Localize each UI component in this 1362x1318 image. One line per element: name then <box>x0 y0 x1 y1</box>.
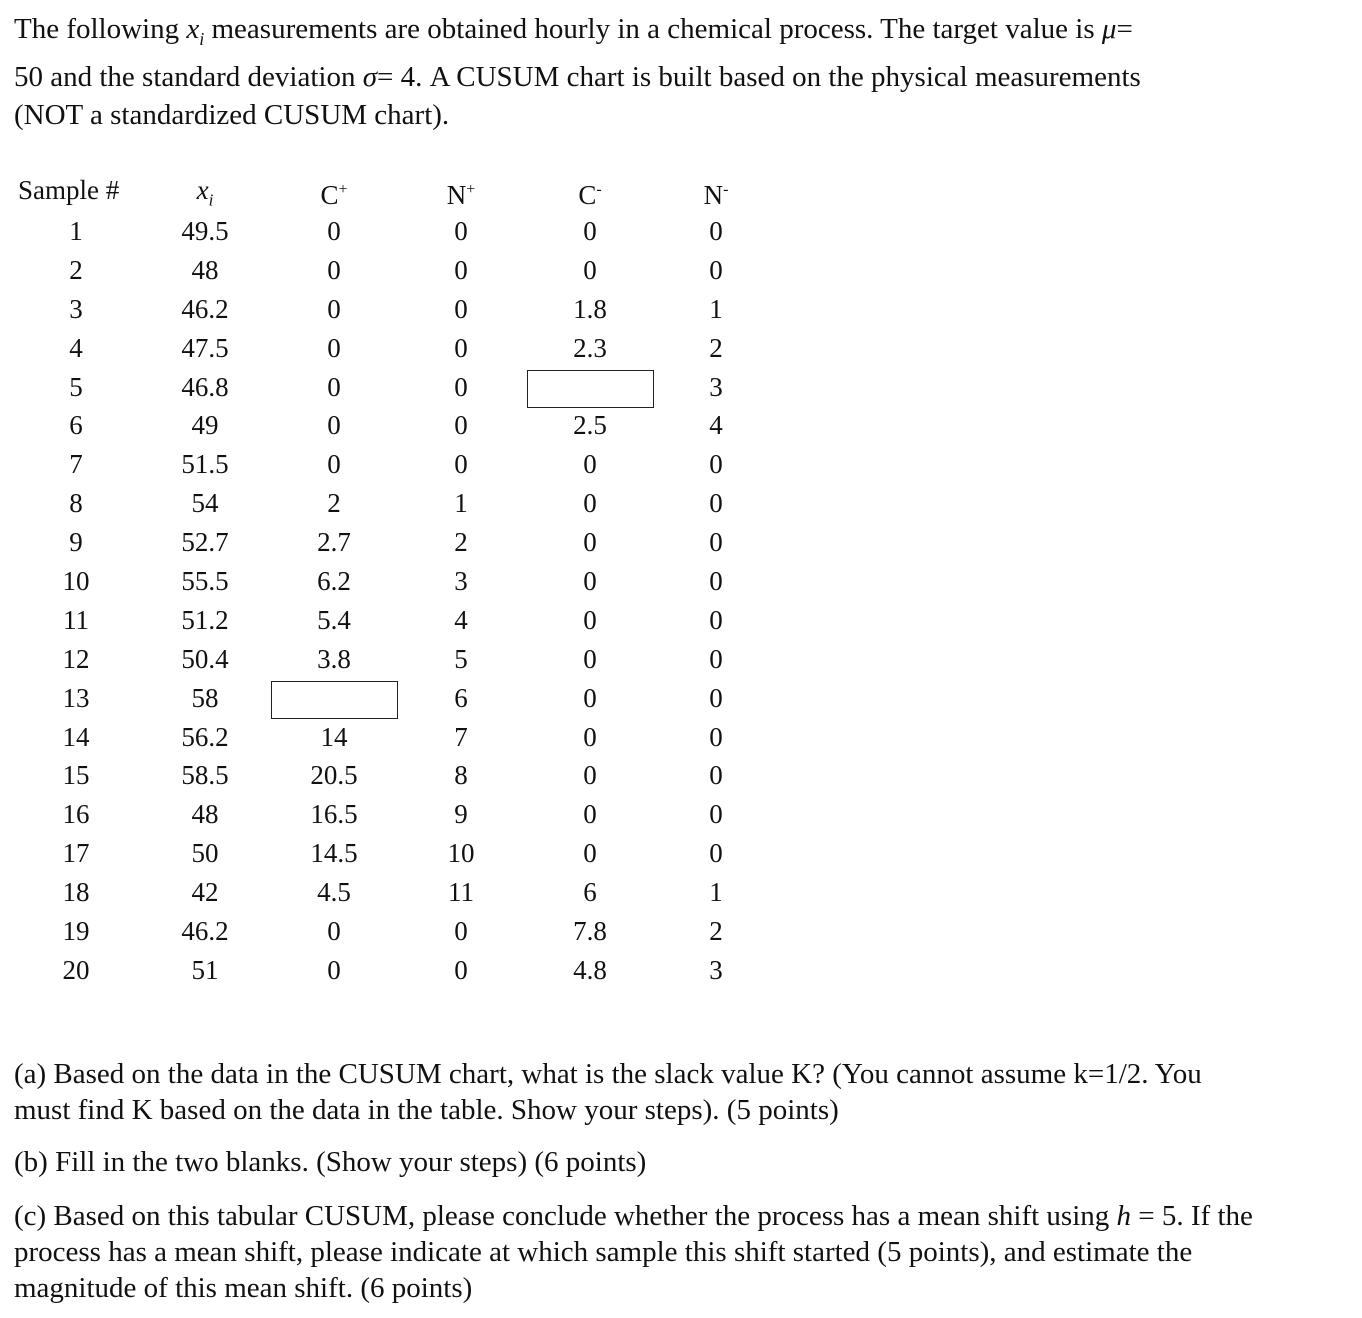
mu-symbol: μ <box>1101 13 1117 45</box>
cell-cplus: 3.8 <box>317 643 351 674</box>
table-row <box>0 329 800 368</box>
cell-nplus: 9 <box>454 799 468 830</box>
cell-sample: 12 <box>62 643 90 674</box>
cell-cminus: 0 <box>583 449 597 480</box>
table-row <box>0 640 800 679</box>
table-row <box>0 406 800 445</box>
cell-nplus: 0 <box>454 449 468 480</box>
cell-nplus: 0 <box>454 332 468 363</box>
header-nminus-base: N <box>703 180 724 210</box>
cell-xi: 46.8 <box>181 371 229 402</box>
table-row <box>0 679 800 718</box>
cell-nplus: 1 <box>454 488 468 519</box>
cell-xi: 58.5 <box>181 760 229 791</box>
cell-cplus: 20.5 <box>310 760 358 791</box>
cell-cplus: 4.5 <box>317 877 351 908</box>
cell-sample: 20 <box>62 954 90 985</box>
table-row <box>0 445 800 484</box>
header-nplus-sup: + <box>466 181 476 198</box>
cell-nplus: 10 <box>447 838 475 869</box>
cell-nminus: 0 <box>709 682 723 713</box>
cell-nminus: 0 <box>709 799 723 830</box>
answer-blank-box <box>527 370 654 408</box>
cell-nminus: 0 <box>709 488 723 519</box>
cell-nminus: 1 <box>709 877 723 908</box>
table-row <box>0 368 800 407</box>
cell-xi: 48 <box>191 254 219 285</box>
equals-sign: = <box>1116 13 1133 45</box>
question-c <box>14 1198 1264 1306</box>
cell-sample: 3 <box>69 293 83 324</box>
header-xi-base: x <box>196 175 209 205</box>
cell-xi: 50 <box>191 838 219 869</box>
cell-nplus: 0 <box>454 371 468 402</box>
cell-cminus: 0 <box>583 216 597 246</box>
cell-nplus: 6 <box>454 682 468 713</box>
cell-cplus: 0 <box>327 371 341 402</box>
cell-cminus: 0 <box>583 643 597 674</box>
cell-cminus: 7.8 <box>573 916 607 947</box>
cell-cminus: 0 <box>583 527 597 558</box>
cell-nplus: 2 <box>454 527 468 558</box>
header-sample: Sample # <box>18 175 120 205</box>
cell-nplus: 0 <box>454 954 468 985</box>
cell-nminus: 0 <box>709 643 723 674</box>
table-row <box>0 873 800 912</box>
cell-cminus: 0 <box>583 682 597 713</box>
table-row <box>0 601 800 640</box>
cell-xi: 49 <box>191 410 219 441</box>
cell-xi: 46.2 <box>181 916 229 947</box>
cell-cminus: 0 <box>583 760 597 791</box>
cell-xi: 56.2 <box>181 721 229 752</box>
table-header <box>0 168 800 212</box>
cell-xi: 52.7 <box>181 527 229 558</box>
cell-xi: 50.4 <box>181 643 229 674</box>
table-row <box>0 484 800 523</box>
answer-blank-box <box>271 681 398 719</box>
cell-cminus: 2.3 <box>573 332 607 363</box>
cell-nminus: 0 <box>709 760 723 791</box>
cell-sample: 6 <box>69 410 83 441</box>
cell-cplus: 14.5 <box>310 838 358 869</box>
cell-nplus: 0 <box>454 254 468 285</box>
table-row <box>0 912 800 951</box>
cell-xi: 47.5 <box>181 332 229 363</box>
intro-text: 50 and the standard deviation <box>14 60 363 93</box>
cell-nminus: 0 <box>709 838 723 869</box>
cell-xi: 55.5 <box>181 566 229 597</box>
cell-xi: 48 <box>191 799 219 830</box>
table-row <box>0 251 800 290</box>
header-nplus-base: N <box>446 180 467 210</box>
cell-xi: 42 <box>191 877 219 908</box>
table-body <box>0 212 800 990</box>
cusum-table <box>0 168 800 990</box>
question-a: (a) Based on the data in the CUSUM chart, what is the slack value K? (You cannot assume k=1/2. You must find K based on the data in the table. Show your steps). (5 points) <box>14 1058 1202 1126</box>
cell-sample: 17 <box>62 838 90 869</box>
cell-nminus: 2 <box>709 332 723 363</box>
intro-text: The following <box>14 13 187 45</box>
x-symbol: x <box>186 13 200 45</box>
table-row <box>0 951 800 990</box>
cell-cminus: 0 <box>583 838 597 869</box>
cell-cplus: 0 <box>327 954 341 985</box>
cell-xi: 51 <box>191 954 219 985</box>
table-row <box>0 212 800 251</box>
cell-cminus: 0 <box>583 721 597 752</box>
cell-nplus: 0 <box>454 293 468 324</box>
cell-nminus: 3 <box>709 371 723 402</box>
cell-cplus: 16.5 <box>310 799 358 830</box>
cell-nminus: 0 <box>709 721 723 752</box>
header-cplus-base: C <box>320 180 339 210</box>
cell-cplus: 0 <box>327 449 341 480</box>
cell-cplus: 0 <box>327 916 341 947</box>
cell-nplus: 0 <box>454 410 468 441</box>
cell-cminus: 4.8 <box>573 954 607 985</box>
intro-text: = 4. A CUSUM chart is built based on the physical measurements <box>377 60 1141 93</box>
cell-cplus: 2 <box>327 488 341 519</box>
cell-sample: 10 <box>62 566 90 597</box>
cell-sample: 19 <box>62 916 90 947</box>
cell-cplus: 5.4 <box>317 604 351 635</box>
cell-nplus: 0 <box>454 216 468 246</box>
header-cminus-sup: - <box>596 181 602 198</box>
question-c-text: (c) Based on this tabular CUSUM, please conclude whether the process has a mean shift using <box>14 1200 1117 1232</box>
cell-xi: 49.5 <box>181 216 229 246</box>
cell-sample: 11 <box>63 604 89 635</box>
cell-nminus: 1 <box>709 293 723 324</box>
x-subscript: i <box>199 28 205 49</box>
cell-nplus: 7 <box>454 721 468 752</box>
cell-cminus: 0 <box>583 566 597 597</box>
questions <box>14 1056 1264 1306</box>
cell-xi: 46.2 <box>181 293 229 324</box>
question-b: (b) Fill in the two blanks. (Show your steps) (6 points) <box>14 1146 647 1178</box>
header-nminus-sup: - <box>723 181 729 198</box>
cell-cminus: 0 <box>583 799 597 830</box>
cell-xi: 54 <box>191 488 219 519</box>
cell-sample: 7 <box>69 449 83 480</box>
cell-nminus: 2 <box>709 916 723 947</box>
cell-cminus: 0 <box>583 488 597 519</box>
cell-nminus: 3 <box>709 954 723 985</box>
intro-text: measurements are obtained hourly in a chemical process. The target value is <box>204 13 1102 45</box>
h-symbol: h <box>1116 1200 1132 1232</box>
problem-statement <box>14 10 1274 134</box>
cell-sample: 18 <box>62 877 90 908</box>
cell-sample: 4 <box>69 332 83 363</box>
cell-sample: 8 <box>69 488 83 519</box>
cell-sample: 14 <box>62 721 90 752</box>
header-xi-sub: i <box>208 190 214 210</box>
cell-cminus: 0 <box>583 604 597 635</box>
header-cplus-sup: + <box>338 181 348 198</box>
header-cminus-base: C <box>578 180 597 210</box>
cell-nminus: 0 <box>709 449 723 480</box>
cell-sample: 15 <box>62 760 90 791</box>
cell-cminus: 1.8 <box>573 293 607 324</box>
cell-nminus: 0 <box>709 216 723 246</box>
cell-sample: 9 <box>69 527 83 558</box>
cell-sample: 13 <box>62 682 90 713</box>
cell-nminus: 0 <box>709 604 723 635</box>
table-row <box>0 756 800 795</box>
cell-cminus: 6 <box>583 877 597 908</box>
question-c-text: = 5. If the process has a mean shift, please indicate at which sample this shift started (5 points), and estimate the magnitude of this mean shift. (6 points) <box>14 1200 1253 1304</box>
sigma-symbol: σ <box>362 60 378 93</box>
cell-sample: 16 <box>62 799 90 830</box>
cell-sample: 5 <box>69 371 83 402</box>
cell-cplus: 0 <box>327 332 341 363</box>
cell-xi: 58 <box>191 682 219 713</box>
table-row <box>0 834 800 873</box>
cell-nplus: 0 <box>454 916 468 947</box>
cell-cplus: 0 <box>327 216 341 246</box>
cell-cplus: 14 <box>320 721 348 752</box>
table-row <box>0 562 800 601</box>
cell-nplus: 8 <box>454 760 468 791</box>
header-nminus <box>636 168 796 217</box>
cell-sample: 2 <box>69 254 83 285</box>
cell-nplus: 3 <box>454 566 468 597</box>
cell-cplus: 0 <box>327 254 341 285</box>
cell-cplus: 0 <box>327 293 341 324</box>
cell-cminus: 0 <box>583 254 597 285</box>
table-row <box>0 290 800 329</box>
cell-sample: 1 <box>69 216 83 246</box>
cell-cminus: 2.5 <box>573 410 607 441</box>
cell-nplus: 5 <box>454 643 468 674</box>
cell-nplus: 4 <box>454 604 468 635</box>
cell-cplus: 0 <box>327 410 341 441</box>
cell-nminus: 0 <box>709 527 723 558</box>
cell-nminus: 0 <box>709 254 723 285</box>
cell-cplus: 6.2 <box>317 566 351 597</box>
cell-cplus: 2.7 <box>317 527 351 558</box>
table-row <box>0 523 800 562</box>
cell-nplus: 11 <box>448 877 474 908</box>
table-row <box>0 795 800 834</box>
cell-xi: 51.2 <box>181 604 229 635</box>
intro-text: (NOT a standardized CUSUM chart). <box>14 98 450 131</box>
table-row <box>0 718 800 757</box>
cell-nminus: 4 <box>709 410 723 441</box>
cell-nminus: 0 <box>709 566 723 597</box>
cell-xi: 51.5 <box>181 449 229 480</box>
